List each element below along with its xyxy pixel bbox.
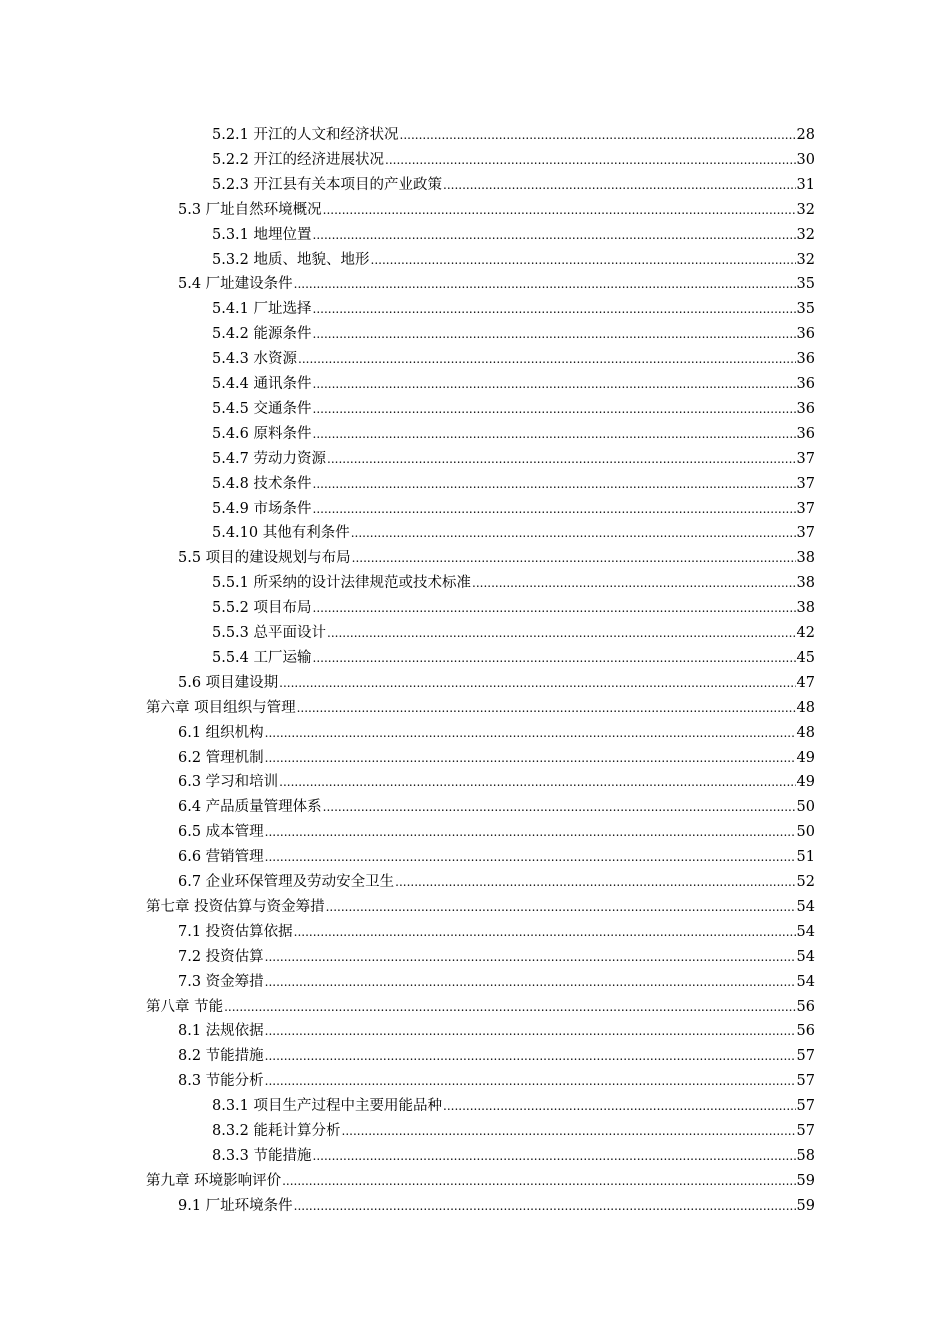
toc-entry-page-number: 32	[796, 226, 815, 243]
toc-entry-title: 6.3 学习和培训	[178, 774, 279, 791]
toc-entry[interactable]	[178, 1195, 815, 1217]
toc-entry-page-number: 49	[796, 774, 815, 791]
toc-dot-leader	[395, 871, 795, 893]
toc-dot-leader	[385, 149, 796, 171]
toc-entry[interactable]	[212, 522, 815, 544]
toc-entry[interactable]	[146, 697, 815, 719]
toc-entry-page-number: 38	[796, 600, 815, 617]
toc-entry-title: 5.5.3 总平面设计	[212, 625, 327, 641]
toc-entry-page-number: 32	[796, 201, 815, 218]
toc-entry-page-number: 56	[796, 1023, 815, 1040]
toc-entry-title: 8.3 节能分析	[178, 1073, 264, 1090]
toc-dot-leader	[265, 846, 796, 868]
toc-entry-title: 5.3 厂址自然环境概况	[178, 201, 322, 218]
toc-entry-title: 5.3.1 地埋位置	[212, 226, 312, 243]
toc-entry[interactable]	[212, 647, 815, 669]
toc-entry[interactable]	[212, 323, 815, 345]
toc-entry-page-number: 56	[796, 998, 815, 1015]
toc-entry[interactable]	[212, 373, 815, 395]
toc-dot-leader	[443, 1095, 796, 1117]
toc-dot-leader	[342, 1120, 796, 1142]
toc-entry-page-number: 28	[796, 127, 815, 143]
toc-entry[interactable]	[212, 572, 815, 594]
toc-entry-title: 7.2 投资估算	[178, 948, 264, 965]
toc-dot-leader	[265, 1045, 796, 1067]
toc-entry[interactable]	[178, 547, 815, 569]
toc-entry[interactable]	[178, 846, 815, 868]
toc-dot-leader	[323, 796, 796, 818]
toc-dot-leader	[443, 174, 796, 196]
toc-entry[interactable]	[212, 448, 815, 470]
toc-entry-page-number: 57	[796, 1073, 815, 1090]
toc-entry-title: 7.3 资金筹措	[178, 973, 264, 990]
toc-dot-leader	[313, 498, 796, 520]
toc-entry-title: 6.2 管理机制	[178, 749, 264, 766]
toc-entry[interactable]	[212, 398, 815, 420]
toc-entry-page-number: 31	[796, 176, 815, 193]
toc-entry-page-number: 54	[796, 923, 815, 940]
toc-entry[interactable]	[212, 224, 815, 246]
toc-dot-leader	[327, 448, 796, 470]
toc-entry[interactable]	[212, 622, 815, 644]
toc-dot-leader	[265, 946, 796, 968]
toc-entry-title: 8.1 法规依据	[178, 1023, 264, 1040]
toc-dot-leader	[265, 722, 796, 744]
toc-entry-title: 第八章 节能	[146, 998, 224, 1015]
toc-entry-title: 5.4.5 交通条件	[212, 400, 312, 417]
toc-entry-title: 5.4 厂址建设条件	[178, 276, 293, 293]
toc-entry-title: 5.4.7 劳动力资源	[212, 450, 327, 467]
toc-entry-title: 6.4 产品质量管理体系	[178, 799, 322, 816]
toc-dot-leader	[400, 124, 796, 146]
toc-entry[interactable]	[212, 348, 815, 370]
toc-entry[interactable]	[212, 124, 815, 146]
toc-entry-page-number: 38	[796, 550, 815, 567]
toc-entry-title: 5.4.9 市场条件	[212, 500, 312, 517]
toc-entry-title: 5.4.2 能源条件	[212, 326, 312, 343]
toc-entry-page-number: 35	[796, 301, 815, 318]
toc-entry-page-number: 38	[796, 575, 815, 592]
toc-entry-title: 5.3.2 地质、地貌、地形	[212, 251, 370, 268]
toc-dot-leader	[265, 747, 796, 769]
toc-entry[interactable]	[178, 672, 815, 694]
toc-entry-page-number: 30	[796, 151, 815, 168]
toc-entry[interactable]	[212, 1145, 815, 1167]
toc-entry[interactable]	[178, 1045, 815, 1067]
toc-entry-title: 5.5 项目的建设规划与布局	[178, 550, 351, 567]
toc-entry-title: 第九章 环境影响评价	[146, 1172, 282, 1189]
toc-entry[interactable]	[146, 996, 815, 1018]
toc-dot-leader	[298, 348, 796, 370]
toc-dot-leader	[313, 398, 796, 420]
toc-entry[interactable]	[178, 971, 815, 993]
toc-dot-leader	[351, 522, 796, 544]
toc-entry[interactable]	[178, 1070, 815, 1092]
toc-entry[interactable]	[212, 597, 815, 619]
toc-dot-leader	[472, 572, 796, 594]
toc-dot-leader	[313, 373, 796, 395]
toc-entry[interactable]	[178, 273, 815, 295]
toc-dot-leader	[294, 921, 796, 943]
toc-dot-leader	[313, 647, 796, 669]
toc-entry-title: 5.4.8 技术条件	[212, 475, 312, 492]
toc-dot-leader	[279, 771, 795, 793]
toc-entry-title: 6.1 组织机构	[178, 724, 264, 741]
toc-entry[interactable]	[178, 871, 815, 893]
toc-dot-leader	[313, 323, 796, 345]
toc-entry-page-number: 54	[796, 898, 815, 915]
toc-entry-page-number: 59	[796, 1197, 815, 1214]
toc-entry-page-number: 37	[796, 475, 815, 492]
toc-entry-page-number: 37	[796, 525, 815, 542]
toc-dot-leader	[294, 1195, 796, 1217]
toc-entry-page-number: 57	[796, 1098, 815, 1115]
toc-entry-title: 5.4.6 原料条件	[212, 425, 312, 442]
toc-dot-leader	[282, 1170, 795, 1192]
toc-entry[interactable]	[212, 1095, 815, 1117]
toc-entry-title: 5.4.3 水资源	[212, 351, 298, 368]
toc-entry-title: 5.2.2 开江的经济进展状况	[212, 151, 385, 168]
toc-entry-page-number: 37	[796, 500, 815, 517]
toc-entry-page-number: 36	[796, 351, 815, 368]
toc-dot-leader	[313, 423, 796, 445]
toc-entry-page-number: 48	[796, 724, 815, 741]
toc-dot-leader	[265, 1020, 796, 1042]
toc-entry-page-number: 48	[796, 699, 815, 716]
toc-entry-page-number: 51	[796, 849, 815, 866]
toc-entry[interactable]	[212, 249, 815, 271]
toc-dot-leader	[352, 547, 796, 569]
toc-entry-page-number: 42	[796, 625, 815, 641]
toc-entry[interactable]	[178, 796, 815, 818]
toc-dot-leader	[371, 249, 796, 271]
toc-entry-page-number: 47	[796, 674, 815, 691]
toc-dot-leader	[326, 896, 796, 918]
toc-entry[interactable]	[178, 946, 815, 968]
toc-dot-leader	[313, 473, 796, 495]
toc-dot-leader	[265, 1070, 796, 1092]
toc-dot-leader	[265, 821, 796, 843]
toc-entry[interactable]	[212, 298, 815, 320]
toc-entry-title: 8.2 节能措施	[178, 1048, 264, 1065]
toc-entry[interactable]	[212, 423, 815, 445]
toc-entry[interactable]	[178, 747, 815, 769]
toc-entry-page-number: 36	[796, 425, 815, 442]
toc-dot-leader	[279, 672, 795, 694]
toc-entry-title: 8.3.3 节能措施	[212, 1147, 312, 1164]
toc-entry-title: 5.5.2 项目布局	[212, 600, 312, 617]
toc-entry-page-number: 50	[796, 824, 815, 841]
toc-entry-page-number: 57	[796, 1123, 815, 1139]
toc-entry[interactable]	[146, 896, 815, 918]
toc-entry[interactable]	[178, 1020, 815, 1042]
toc-entry-page-number: 32	[796, 251, 815, 268]
toc-dot-leader	[323, 199, 796, 221]
toc-entry-title: 5.5.1 所采纳的设计法律规范或技术标准	[212, 575, 472, 592]
toc-entry-page-number: 45	[796, 649, 815, 666]
toc-entry[interactable]	[212, 149, 815, 171]
toc-entry-title: 第七章 投资估算与资金筹措	[146, 898, 325, 915]
toc-entry-title: 5.4.1 厂址选择	[212, 301, 312, 318]
toc-entry[interactable]	[178, 921, 815, 943]
toc-entry[interactable]	[212, 473, 815, 495]
toc-entry-title: 5.5.4 工厂运输	[212, 649, 312, 666]
toc-entry-page-number: 49	[796, 749, 815, 766]
toc-dot-leader	[327, 622, 796, 644]
toc-dot-leader	[313, 298, 796, 320]
toc-dot-leader	[294, 273, 796, 295]
toc-entry-title: 6.6 营销管理	[178, 849, 264, 866]
toc-entry-page-number: 52	[796, 874, 815, 890]
toc-entry-title: 8.3.1 项目生产过程中主要用能品种	[212, 1098, 443, 1115]
toc-entry-title: 5.2.3 开江县有关本项目的产业政策	[212, 176, 443, 193]
toc-dot-leader	[313, 597, 796, 619]
toc-entry[interactable]	[212, 1120, 815, 1142]
toc-entry-title: 5.6 项目建设期	[178, 674, 279, 691]
toc-entry-page-number: 35	[796, 276, 815, 293]
toc-dot-leader	[313, 1145, 796, 1167]
toc-entry-page-number: 59	[796, 1172, 815, 1189]
toc-entry-title: 5.4.10 其他有利条件	[212, 525, 350, 542]
toc-entry-page-number: 58	[796, 1147, 815, 1164]
toc-entry[interactable]	[178, 199, 815, 221]
toc-entry-page-number: 50	[796, 799, 815, 816]
toc-entry-page-number: 36	[796, 400, 815, 417]
toc-entry-title: 5.4.4 通讯条件	[212, 376, 312, 392]
toc-entry-title: 5.2.1 开江的人文和经济状况	[212, 127, 399, 143]
toc-entry-page-number: 54	[796, 948, 815, 965]
toc-entry-page-number: 37	[796, 450, 815, 467]
toc-entry-title: 6.7 企业环保管理及劳动安全卫生	[178, 874, 395, 890]
toc-dot-leader	[265, 971, 796, 993]
toc-entry[interactable]	[178, 821, 815, 843]
toc-dot-leader	[313, 224, 796, 246]
toc-dot-leader	[224, 996, 795, 1018]
toc-entry-page-number: 36	[796, 376, 815, 392]
toc-dot-leader	[297, 697, 796, 719]
toc-entry-title: 第六章 项目组织与管理	[146, 699, 296, 716]
toc-entry[interactable]	[212, 174, 815, 196]
toc-entry-page-number: 57	[796, 1048, 815, 1065]
toc-entry[interactable]	[178, 771, 815, 793]
toc-entry[interactable]	[212, 498, 815, 520]
toc-entry-title: 9.1 厂址环境条件	[178, 1197, 293, 1214]
toc-entry-title: 8.3.2 能耗计算分析	[212, 1123, 341, 1139]
toc-entry-page-number: 54	[796, 973, 815, 990]
toc-entry-title: 7.1 投资估算依据	[178, 923, 293, 940]
toc-entry-page-number: 36	[796, 326, 815, 343]
toc-entry[interactable]	[146, 1170, 815, 1192]
toc-entry[interactable]	[178, 722, 815, 744]
toc-entry-title: 6.5 成本管理	[178, 824, 264, 841]
